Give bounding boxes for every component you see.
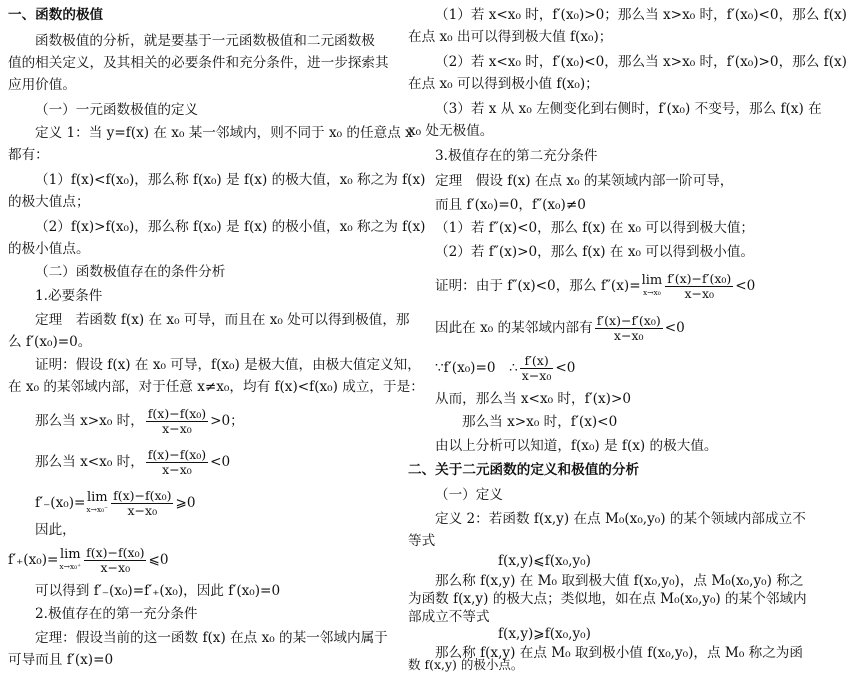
limit-word: lim bbox=[59, 546, 81, 562]
condition-1-line-1: （1）f(x)<f(x₀)，那么称 f(x₀) 是 f(x) 的极大值，x₀ 称之为 f(x) bbox=[35, 172, 426, 188]
definition-2-line-1: 定义 2：若函数 f(x,y) 在点 M₀(x₀,y₀) 的某个领域内部成立不 bbox=[435, 511, 806, 527]
second-case-1: （1）若 f″(x)<0，那么 f(x) 在 x₀ 可以得到极大值； bbox=[435, 220, 755, 236]
formula-label: ∵f′(x₀)=0 ∴ bbox=[435, 360, 518, 376]
theorem-3-line-1: 定理 假设 f(x) 在点 x₀ 的某领域内部一阶可导， bbox=[435, 173, 734, 189]
theorem-2-line-2: 可导而且 f′(x)=0 bbox=[8, 652, 114, 668]
difference-quotient bbox=[146, 448, 208, 477]
paragraph-1-line-3: 部成立不等式 bbox=[408, 609, 490, 625]
relation: ⩾0 bbox=[175, 495, 196, 511]
limit-subscript: x→x₀⁻ bbox=[86, 504, 109, 514]
theorem-1-line-1: 定理 若函数 f(x) 在 x₀ 可导，而且在 x₀ 处可以得到极值，那 bbox=[35, 312, 410, 328]
formula-right-derivative bbox=[8, 544, 400, 576]
intro-line-3: 应用价值。 bbox=[8, 77, 76, 93]
fraction-denominator: x−x₀ bbox=[162, 462, 192, 477]
fraction-denominator: x−x₀ bbox=[521, 368, 552, 383]
limit-subscript: x→x₀⁺ bbox=[59, 561, 82, 571]
fraction-denominator: x−x₀ bbox=[100, 560, 131, 575]
definition-2-line-2: 等式 bbox=[408, 533, 436, 549]
formula-label: 证明：由于 f″(x)<0，那么 f″(x)= bbox=[435, 278, 641, 294]
derivative-quotient bbox=[595, 314, 663, 343]
formula-label: 那么当 x<x₀ 时， bbox=[35, 454, 144, 470]
subsection-3-heading: （一）定义 bbox=[435, 487, 503, 503]
paragraph-1-line-1: 那么称 f(x,y) 在 M₀ 取到极大值 f(x₀,y₀)，点 M₀(x₀,y₀) 称之 bbox=[435, 573, 804, 589]
fraction-denominator: x−x₀ bbox=[613, 328, 644, 343]
so-then-line-1: 从而，那么当 x<x₀ 时，f′(x)>0 bbox=[435, 391, 631, 407]
formula-because bbox=[408, 352, 800, 384]
definition-1-line-1: 定义 1：当 y=f(x) 在 x₀ 某一邻域内，则不同于 x₀ 的任意点 x bbox=[35, 125, 413, 141]
formula-label: 那么当 x>x₀ 时， bbox=[35, 413, 144, 429]
conclusion-line: 可以得到 f′₋(x₀)=f′₊(x₀)，因此 f′(x₀)=0 bbox=[35, 583, 281, 599]
paragraph-2-line-2: 数 f(x,y) 的极小点。 bbox=[408, 657, 524, 672]
formula-right-quotient bbox=[8, 405, 400, 437]
fraction-numerator: f(x)−f(x₀) bbox=[113, 488, 172, 503]
subsection-1-heading: （一）一元函数极值的定义 bbox=[35, 102, 199, 118]
case-2-line-1: （2）若 x<x₀ 时，f′(x₀)<0，那么当 x>x₀ 时，f′(x₀)>0，那么 f(x) bbox=[435, 54, 847, 70]
case-1-line-1: （1）若 x<x₀ 时，f′(x₀)>0；那么当 x>x₀ 时，f′(x₀)<0，那么 f(x) bbox=[435, 7, 847, 23]
case-1-line-2: 在点 x₀ 出可以得到极大值 f(x₀)； bbox=[408, 29, 613, 45]
fraction-denominator: x−x₀ bbox=[127, 503, 158, 518]
fraction-denominator: x−x₀ bbox=[684, 286, 715, 301]
formula-left-quotient bbox=[8, 446, 400, 478]
so-then-line-2: 那么当 x>x₀ 时，f′(x)<0 bbox=[462, 414, 618, 430]
derivative-quotient bbox=[665, 272, 733, 301]
formula-neighborhood bbox=[408, 312, 800, 344]
section-heading-2: 二、关于二元函数的定义和极值的分析 bbox=[408, 462, 640, 478]
inequality-min: f(x,y)⩾f(x₀,y₀) bbox=[498, 626, 591, 642]
derivative-quotient bbox=[520, 354, 554, 383]
condition-2-line-2: 的极小值点。 bbox=[8, 241, 90, 257]
second-sufficient-heading: 3.极值存在的第二充分条件 bbox=[435, 148, 598, 164]
relation: <0 bbox=[210, 454, 231, 470]
theorem-1-line-2: 么 f′(x₀)=0。 bbox=[8, 334, 92, 350]
fraction-numerator: f′(x) bbox=[520, 354, 554, 369]
limit-operator bbox=[86, 489, 109, 516]
formula-label: 因此在 x₀ 的某邻域内部有 bbox=[435, 320, 593, 336]
thus-line: 因此， bbox=[35, 522, 76, 538]
limit-word: lim bbox=[86, 489, 108, 505]
second-case-2: （2）若 f″(x)>0，那么 f(x) 在 x₀ 可以得到极小值。 bbox=[435, 244, 755, 260]
condition-2-line-1: （2）f(x)>f(x₀)，那么称 f(x₀) 是 f(x) 的极小值，x₀ 称之为 f(x) bbox=[35, 219, 426, 235]
theorem-3-line-2: 而且 f′(x₀)=0，f″(x₀)≠0 bbox=[435, 197, 586, 213]
fraction-numerator: f′(x)−f′(x₀) bbox=[596, 313, 661, 328]
limit-operator bbox=[641, 272, 663, 299]
relation: <0 bbox=[735, 278, 756, 294]
conclusion-maximum: 由以上分析可以知道，f(x₀) 是 f(x) 的极大值。 bbox=[435, 438, 718, 454]
formula-left-derivative bbox=[8, 487, 400, 519]
subsection-2-heading: （二）函数极值存在的条件分析 bbox=[35, 264, 226, 280]
section-heading-1: 一、函数的极值 bbox=[8, 7, 104, 23]
proof-1-line-1: 证明：假设 f(x) 在 x₀ 可导，f(x₀) 是极大值，由极大值定义知， bbox=[35, 357, 421, 373]
intro-line-1: 函数极值的分析，就是要基于一元函数极值和二元函数极 bbox=[35, 33, 375, 49]
formula-label: f′₊(x₀)= bbox=[8, 552, 59, 568]
condition-1-line-2: 的极大值点； bbox=[8, 194, 90, 210]
inequality-max: f(x,y)⩽f(x₀,y₀) bbox=[498, 553, 591, 569]
relation: <0 bbox=[555, 360, 576, 376]
formula-second-derivative-limit bbox=[408, 270, 800, 302]
difference-quotient bbox=[146, 407, 208, 436]
right-column bbox=[408, 0, 847, 673]
difference-quotient bbox=[84, 546, 146, 575]
difference-quotient bbox=[111, 489, 173, 518]
case-3-line-1: （3）若 x 从 x₀ 左侧变化到右侧时，f′(x₀) 不变号，那么 f(x) 在 bbox=[435, 101, 822, 117]
fraction-denominator: x−x₀ bbox=[162, 421, 192, 436]
theorem-2-line-1: 定理：假设当前的这一函数 f(x) 在点 x₀ 的某一邻域内属于 bbox=[35, 630, 388, 646]
fraction-numerator: f′(x)−f′(x₀) bbox=[667, 271, 732, 286]
fraction-numerator: f(x)−f(x₀) bbox=[147, 406, 207, 421]
paragraph-1-line-2: 为函数 f(x,y) 的极大点；类似地，如在点 M₀(x₀,y₀) 的某个邻域内 bbox=[408, 591, 807, 607]
intro-line-2: 值的相关定义，及其相关的必要条件和充分条件，进一步探索其 bbox=[8, 55, 389, 71]
relation: ⩽0 bbox=[148, 552, 169, 568]
limit-word: lim bbox=[641, 272, 663, 288]
formula-label: f′₋(x₀)= bbox=[35, 495, 86, 511]
paragraph-2-line-1: 那么称 f(x,y) 在点 M₀ 取到极小值 f(x₀,y₀)，点 M₀ 称之为函 bbox=[435, 645, 803, 661]
case-3-line-2: x₀ 处无极值。 bbox=[408, 123, 494, 139]
relation: <0 bbox=[664, 320, 685, 336]
case-2-line-2: 在点 x₀ 可以得到极小值 f(x₀)； bbox=[408, 76, 599, 92]
fraction-numerator: f(x)−f(x₀) bbox=[147, 447, 207, 462]
limit-subscript: x→x₀ bbox=[643, 287, 661, 297]
relation: >0； bbox=[210, 413, 244, 429]
limit-operator bbox=[59, 546, 82, 573]
proof-1-line-2: 在 x₀ 的某邻域内部，对于任意 x≠x₀，均有 f(x)<f(x₀) 成立，于是： bbox=[8, 379, 424, 395]
first-sufficient-heading: 2.极值存在的第一充分条件 bbox=[35, 606, 198, 622]
definition-1-line-2: 都有： bbox=[8, 147, 49, 163]
necessary-condition-heading: 1.必要条件 bbox=[35, 288, 103, 304]
fraction-numerator: f(x)−f(x₀) bbox=[86, 545, 145, 560]
